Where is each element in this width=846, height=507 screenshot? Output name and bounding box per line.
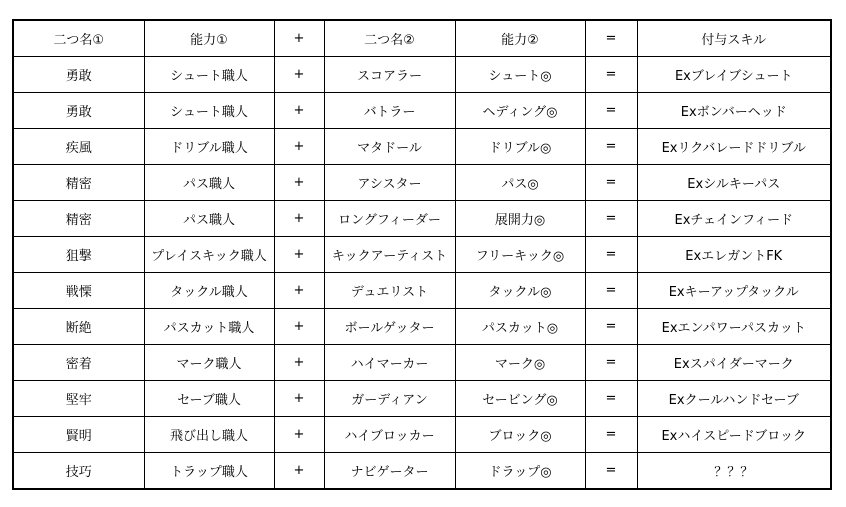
cell-nickname-1: 勇敢 <box>13 93 144 129</box>
cell-nickname-2: ボールゲッター <box>324 309 455 345</box>
table-row <box>13 237 831 273</box>
cell-equals-sign: = <box>585 417 637 453</box>
skill-combination-table <box>12 19 832 490</box>
cell-nickname-2: デュエリスト <box>324 273 455 309</box>
cell-nickname-2: アシスター <box>324 165 455 201</box>
cell-plus-sign: + <box>274 273 324 309</box>
cell-equals-sign: = <box>585 165 637 201</box>
cell-nickname-1: 狙撃 <box>13 237 144 273</box>
cell-equals-sign: = <box>585 345 637 381</box>
cell-equals-sign: = <box>585 309 637 345</box>
header-cell-nickname-1: 二つ名① <box>13 20 144 57</box>
cell-ability-1: トラップ職人 <box>144 453 274 490</box>
cell-nickname-1: 技巧 <box>13 453 144 490</box>
cell-ability-2: タックル◎ <box>455 273 585 309</box>
header-cell-ability-2: 能力② <box>455 20 585 57</box>
cell-plus-sign: + <box>274 165 324 201</box>
cell-nickname-2: キックアーティスト <box>324 237 455 273</box>
cell-ability-2: ドラップ◎ <box>455 453 585 490</box>
cell-granted-skill: Exハイスピードブロック <box>637 417 831 453</box>
cell-ability-1: シュート職人 <box>144 57 274 93</box>
cell-ability-1: 飛び出し職人 <box>144 417 274 453</box>
cell-granted-skill: ExエレガントFK <box>637 237 831 273</box>
cell-ability-1: パスカット職人 <box>144 309 274 345</box>
cell-plus-sign: + <box>274 237 324 273</box>
cell-ability-1: シュート職人 <box>144 93 274 129</box>
cell-equals-sign: = <box>585 129 637 165</box>
cell-granted-skill: Exボンバーヘッド <box>637 93 831 129</box>
table-row <box>13 273 831 309</box>
cell-nickname-1: 賢明 <box>13 417 144 453</box>
cell-ability-2: シュート◎ <box>455 57 585 93</box>
cell-nickname-1: 堅牢 <box>13 381 144 417</box>
cell-nickname-2: マタドール <box>324 129 455 165</box>
cell-ability-2: マーク◎ <box>455 345 585 381</box>
cell-equals-sign: = <box>585 273 637 309</box>
cell-nickname-2: ハイマーカー <box>324 345 455 381</box>
cell-nickname-1: 戦慄 <box>13 273 144 309</box>
cell-granted-skill: Exブレイブシュート <box>637 57 831 93</box>
cell-plus-sign: + <box>274 201 324 237</box>
cell-nickname-1: 密着 <box>13 345 144 381</box>
cell-nickname-2: ナビゲーター <box>324 453 455 490</box>
table-row <box>13 309 831 345</box>
cell-equals-sign: = <box>585 93 637 129</box>
cell-nickname-2: スコアラー <box>324 57 455 93</box>
cell-equals-sign: = <box>585 453 637 490</box>
cell-plus-sign: + <box>274 309 324 345</box>
cell-plus-sign: + <box>274 129 324 165</box>
cell-equals-sign: = <box>585 237 637 273</box>
cell-granted-skill: Exチェインフィード <box>637 201 831 237</box>
cell-ability-1: タックル職人 <box>144 273 274 309</box>
cell-equals-sign: = <box>585 201 637 237</box>
cell-granted-skill: Exリクバレードドリブル <box>637 129 831 165</box>
header-cell-ability-1: 能力① <box>144 20 274 57</box>
cell-ability-1: パス職人 <box>144 201 274 237</box>
cell-plus-sign: + <box>274 417 324 453</box>
cell-nickname-1: 勇敢 <box>13 57 144 93</box>
cell-nickname-2: ガーディアン <box>324 381 455 417</box>
cell-granted-skill: ？？？ <box>637 453 831 490</box>
table-body <box>13 20 831 489</box>
table-row <box>13 381 831 417</box>
table-row <box>13 93 831 129</box>
cell-ability-2: パスカット◎ <box>455 309 585 345</box>
header-cell-granted-skill: 付与スキル <box>637 20 831 57</box>
cell-nickname-2: バトラー <box>324 93 455 129</box>
table-row <box>13 129 831 165</box>
table-row <box>13 453 831 490</box>
cell-granted-skill: Exシルキーパス <box>637 165 831 201</box>
cell-ability-2: 展開力◎ <box>455 201 585 237</box>
cell-ability-1: セーブ職人 <box>144 381 274 417</box>
cell-granted-skill: Exエンパワーパスカット <box>637 309 831 345</box>
header-cell-plus-sign: + <box>274 20 324 57</box>
cell-plus-sign: + <box>274 345 324 381</box>
table-row <box>13 165 831 201</box>
table-row <box>13 345 831 381</box>
cell-nickname-2: ハイブロッカー <box>324 417 455 453</box>
cell-ability-1: ドリブル職人 <box>144 129 274 165</box>
cell-plus-sign: + <box>274 381 324 417</box>
header-cell-nickname-2: 二つ名② <box>324 20 455 57</box>
cell-granted-skill: Exキーアップタックル <box>637 273 831 309</box>
cell-equals-sign: = <box>585 57 637 93</box>
cell-ability-1: マーク職人 <box>144 345 274 381</box>
cell-nickname-1: 精密 <box>13 165 144 201</box>
table-row <box>13 57 831 93</box>
cell-ability-2: ブロック◎ <box>455 417 585 453</box>
cell-ability-2: ヘディング◎ <box>455 93 585 129</box>
cell-ability-2: パス◎ <box>455 165 585 201</box>
cell-nickname-1: 精密 <box>13 201 144 237</box>
cell-ability-1: パス職人 <box>144 165 274 201</box>
header-row <box>13 20 831 57</box>
cell-nickname-1: 疾風 <box>13 129 144 165</box>
cell-nickname-1: 断絶 <box>13 309 144 345</box>
cell-granted-skill: Exスパイダーマーク <box>637 345 831 381</box>
cell-nickname-2: ロングフィーダー <box>324 201 455 237</box>
cell-ability-2: ドリブル◎ <box>455 129 585 165</box>
cell-plus-sign: + <box>274 93 324 129</box>
header-cell-equals-sign: = <box>585 20 637 57</box>
cell-granted-skill: Exクールハンドセーブ <box>637 381 831 417</box>
table-row <box>13 201 831 237</box>
cell-ability-2: セービング◎ <box>455 381 585 417</box>
cell-ability-2: フリーキック◎ <box>455 237 585 273</box>
cell-plus-sign: + <box>274 453 324 490</box>
cell-plus-sign: + <box>274 57 324 93</box>
cell-equals-sign: = <box>585 381 637 417</box>
cell-ability-1: プレイスキック職人 <box>144 237 274 273</box>
table-row <box>13 417 831 453</box>
